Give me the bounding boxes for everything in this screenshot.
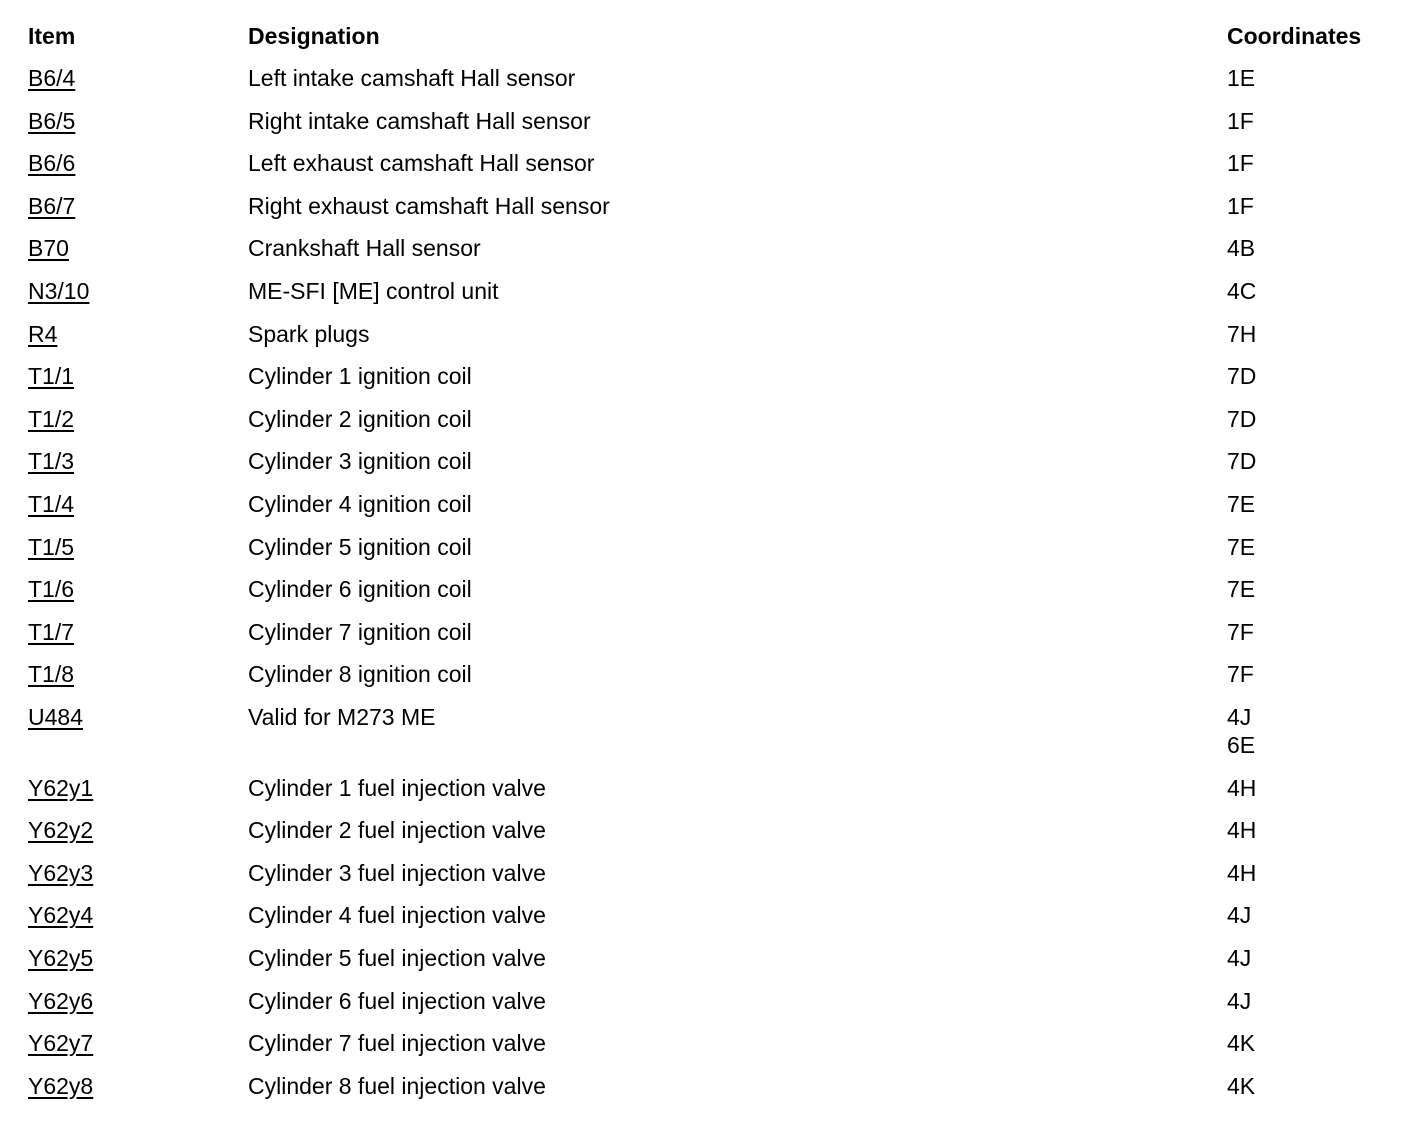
coordinate-value: 1F [1227,107,1254,134]
coordinate-value: 7E [1227,533,1256,560]
coordinate-value: 1E [1227,65,1256,91]
coordinates-cell [1227,987,1251,1015]
coordinate-value: 1F [1227,192,1254,219]
coordinate-value: 7F [1227,618,1254,645]
coordinates-cell [1227,64,1255,92]
designation-text: Cylinder 3 ignition coil [248,448,472,475]
designation-text: Cylinder 1 ignition coil [248,363,472,390]
coordinates-cell [1227,859,1256,887]
coordinate-value: 4H [1227,817,1257,844]
item-link[interactable]: Y62y7 [28,1030,94,1057]
designation-text: Cylinder 5 fuel injection valve [248,945,546,971]
designation-text: Cylinder 2 ignition coil [248,405,472,432]
item-link[interactable]: Y62y5 [28,945,94,971]
coordinates-cell [1227,1072,1255,1100]
coordinate-value: 4J [1227,704,1252,730]
coordinates-cell [1227,192,1254,220]
item-link[interactable]: T1/7 [28,618,75,645]
coordinate-value: 4J [1227,987,1252,1014]
coordinates-cell [1227,320,1256,348]
designation-text: Cylinder 2 fuel injection valve [248,817,546,844]
designation-text: Cylinder 6 fuel injection valve [248,987,546,1014]
header-item: Item [28,23,76,49]
designation-text: Crankshaft Hall sensor [248,235,481,262]
item-link[interactable]: B6/5 [28,107,76,134]
coordinate-value: 4H [1227,774,1257,801]
item-link[interactable]: T1/8 [28,661,75,688]
designation-text: Cylinder 7 ignition coil [248,618,472,645]
coordinate-value: 7E [1227,491,1256,517]
designation-text: Cylinder 8 ignition coil [248,661,472,688]
item-link[interactable]: R4 [28,320,58,347]
coordinates-cell [1227,107,1254,135]
designation-text: Left exhaust camshaft Hall sensor [248,150,595,177]
coordinate-value: 4C [1227,278,1257,304]
item-link[interactable]: T1/2 [28,405,75,432]
coordinates-cell [1227,901,1251,929]
coordinate-value: 4H [1227,859,1257,886]
item-link[interactable]: B6/7 [28,192,76,219]
designation-text: Right exhaust camshaft Hall sensor [248,192,610,219]
item-link[interactable]: B6/4 [28,65,76,91]
coordinates-cell [1227,490,1255,518]
item-link[interactable]: U484 [28,704,83,730]
item-link[interactable]: T1/1 [28,363,75,390]
item-link[interactable]: Y62y1 [28,774,94,801]
coordinates-cell [1227,149,1254,177]
coordinate-value: 6E [1227,732,1256,758]
coordinate-value: 7E [1227,576,1256,603]
coordinates-cell [1227,405,1256,433]
coordinate-value: 7F [1227,661,1254,688]
designation-text: Cylinder 3 fuel injection valve [248,859,546,886]
coordinates-cell [1227,816,1256,844]
coordinate-value: 7H [1227,320,1257,347]
coordinate-value: 4K [1227,1072,1256,1099]
item-link[interactable]: T1/5 [28,533,75,560]
coordinates-cell [1227,234,1255,262]
coordinates-cell [1227,447,1256,475]
designation-text: Right intake camshaft Hall sensor [248,107,591,134]
designation-text: Cylinder 5 ignition coil [248,533,472,560]
designation-text: Left intake camshaft Hall sensor [248,65,576,91]
item-link[interactable]: T1/3 [28,448,75,475]
item-link[interactable]: B6/6 [28,150,76,177]
coordinates-cell [1227,1029,1255,1057]
coordinates-cell [1227,703,1255,759]
coordinate-value: 4K [1227,1030,1256,1057]
coordinates-cell [1227,660,1254,688]
coordinates-cell [1227,618,1254,646]
coordinate-value: 4J [1227,902,1252,929]
coordinates-cell [1227,533,1255,561]
item-link[interactable]: B70 [28,235,69,262]
header-designation: Designation [248,23,380,49]
designation-text: Cylinder 8 fuel injection valve [248,1072,546,1099]
header-coordinates: Coordinates [1227,23,1362,49]
designation-text: ME-SFI [ME] control unit [248,278,499,304]
designation-text: Cylinder 4 ignition coil [248,491,472,517]
coordinate-value: 4B [1227,235,1256,262]
designation-text: Valid for M273 ME [248,704,436,730]
coordinate-value: 7D [1227,448,1257,475]
designation-text: Cylinder 6 ignition coil [248,576,472,603]
item-link[interactable]: T1/4 [28,491,75,517]
coordinates-cell [1227,575,1255,603]
designation-text: Cylinder 7 fuel injection valve [248,1030,546,1057]
item-link[interactable]: Y62y3 [28,859,94,886]
item-link[interactable]: Y62y8 [28,1072,94,1099]
designation-text: Cylinder 4 fuel injection valve [248,902,546,929]
coordinate-value: 4J [1227,945,1252,971]
item-link[interactable]: Y62y4 [28,902,94,929]
coordinate-value: 1F [1227,150,1254,177]
coordinate-value: 7D [1227,363,1257,390]
item-link[interactable]: Y62y6 [28,987,94,1014]
item-link[interactable]: N3/10 [28,278,90,304]
coordinate-value: 7D [1227,405,1257,432]
coordinates-cell [1227,944,1251,972]
coordinates-cell [1227,362,1256,390]
designation-text: Spark plugs [248,320,370,347]
item-link[interactable]: Y62y2 [28,817,94,844]
coordinates-cell [1227,277,1256,305]
designation-text: Cylinder 1 fuel injection valve [248,774,546,801]
item-link[interactable]: T1/6 [28,576,75,603]
coordinates-cell [1227,774,1256,802]
